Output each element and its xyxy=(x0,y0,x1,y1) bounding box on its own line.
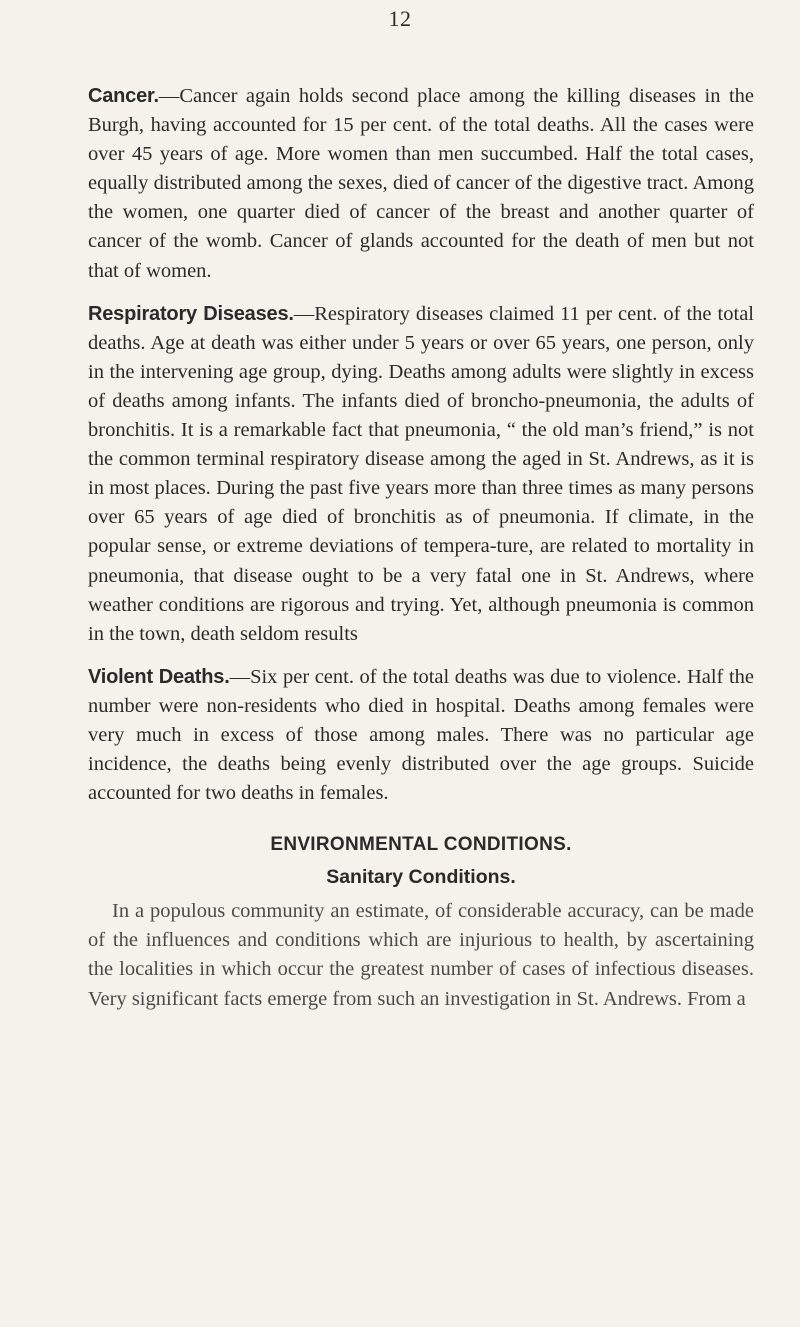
environmental-conditions-title: ENVIRONMENTAL CONDITIONS. xyxy=(270,834,572,856)
respiratory-heading: Respiratory Diseases. xyxy=(88,302,294,325)
respiratory-paragraph xyxy=(88,300,754,649)
cancer-paragraph xyxy=(88,82,754,286)
violent-deaths-heading: Violent Deaths. xyxy=(88,665,230,688)
cancer-text: —Cancer again holds second place among the killing diseases in the Burgh, having accounted for 15 per cent. of the total deaths. All the cases were over 45 years of age. More women than men succumbed. Half the total cases, equally distributed among the sexes, died of cancer of the digestive tract. Among the women, one quarter died of cancer of the breast and another quarter of cancer of the womb. Cancer of glands accounted for the death of men but not that of women. xyxy=(88,85,754,282)
cancer-heading: Cancer. xyxy=(88,85,159,107)
respiratory-text: —Respiratory diseases claimed 11 per cent. of the total deaths. Age at death was either under 5 years or over 65 years, one person, only in the intervening age group, dying. Deaths among adults were slightly in excess of deaths among infants. The infants died of broncho-pneumonia, the adults of bronchitis. It is a remarkable fact that pneumonia, “ the old man’s friend,” is not the common terminal respiratory disease among the aged in St. Andrews, as it is in most places. During the past five years more than three times as many persons over 65 years of age died of bronchitis as of pneumonia. If climate, in the popular sense, or extreme deviations of tempera-ture, are related to mortality in pneumonia, that disease ought to be a very fatal one in St. Andrews, where weather conditions are rigorous and trying. Yet, although pneumonia is common in the town, death seldom results xyxy=(88,302,754,645)
sanitary-conditions-paragraph: In a populous community an estimate, of considerable accuracy, can be made of the influences and conditions which are injurious to health, by ascertaining the localities in which occur the greatest number of cases of infectious diseases. Very significant facts emerge from such an investigation in St. Andrews. From a xyxy=(88,900,754,1010)
sanitary-conditions-subtitle: Sanitary Conditions. xyxy=(326,866,516,889)
violent-deaths-paragraph xyxy=(88,663,754,808)
page-body xyxy=(88,82,754,1014)
violent-deaths-text: —Six per cent. of the total deaths was due to violence. Half the number were non-residents who died in hospital. Deaths among females were very much in excess of those among males. There was no particular age incidence, the deaths being evenly distributed over the age groups. Suicide accounted for two deaths in females. xyxy=(88,665,754,805)
page-number: 12 xyxy=(388,6,412,31)
